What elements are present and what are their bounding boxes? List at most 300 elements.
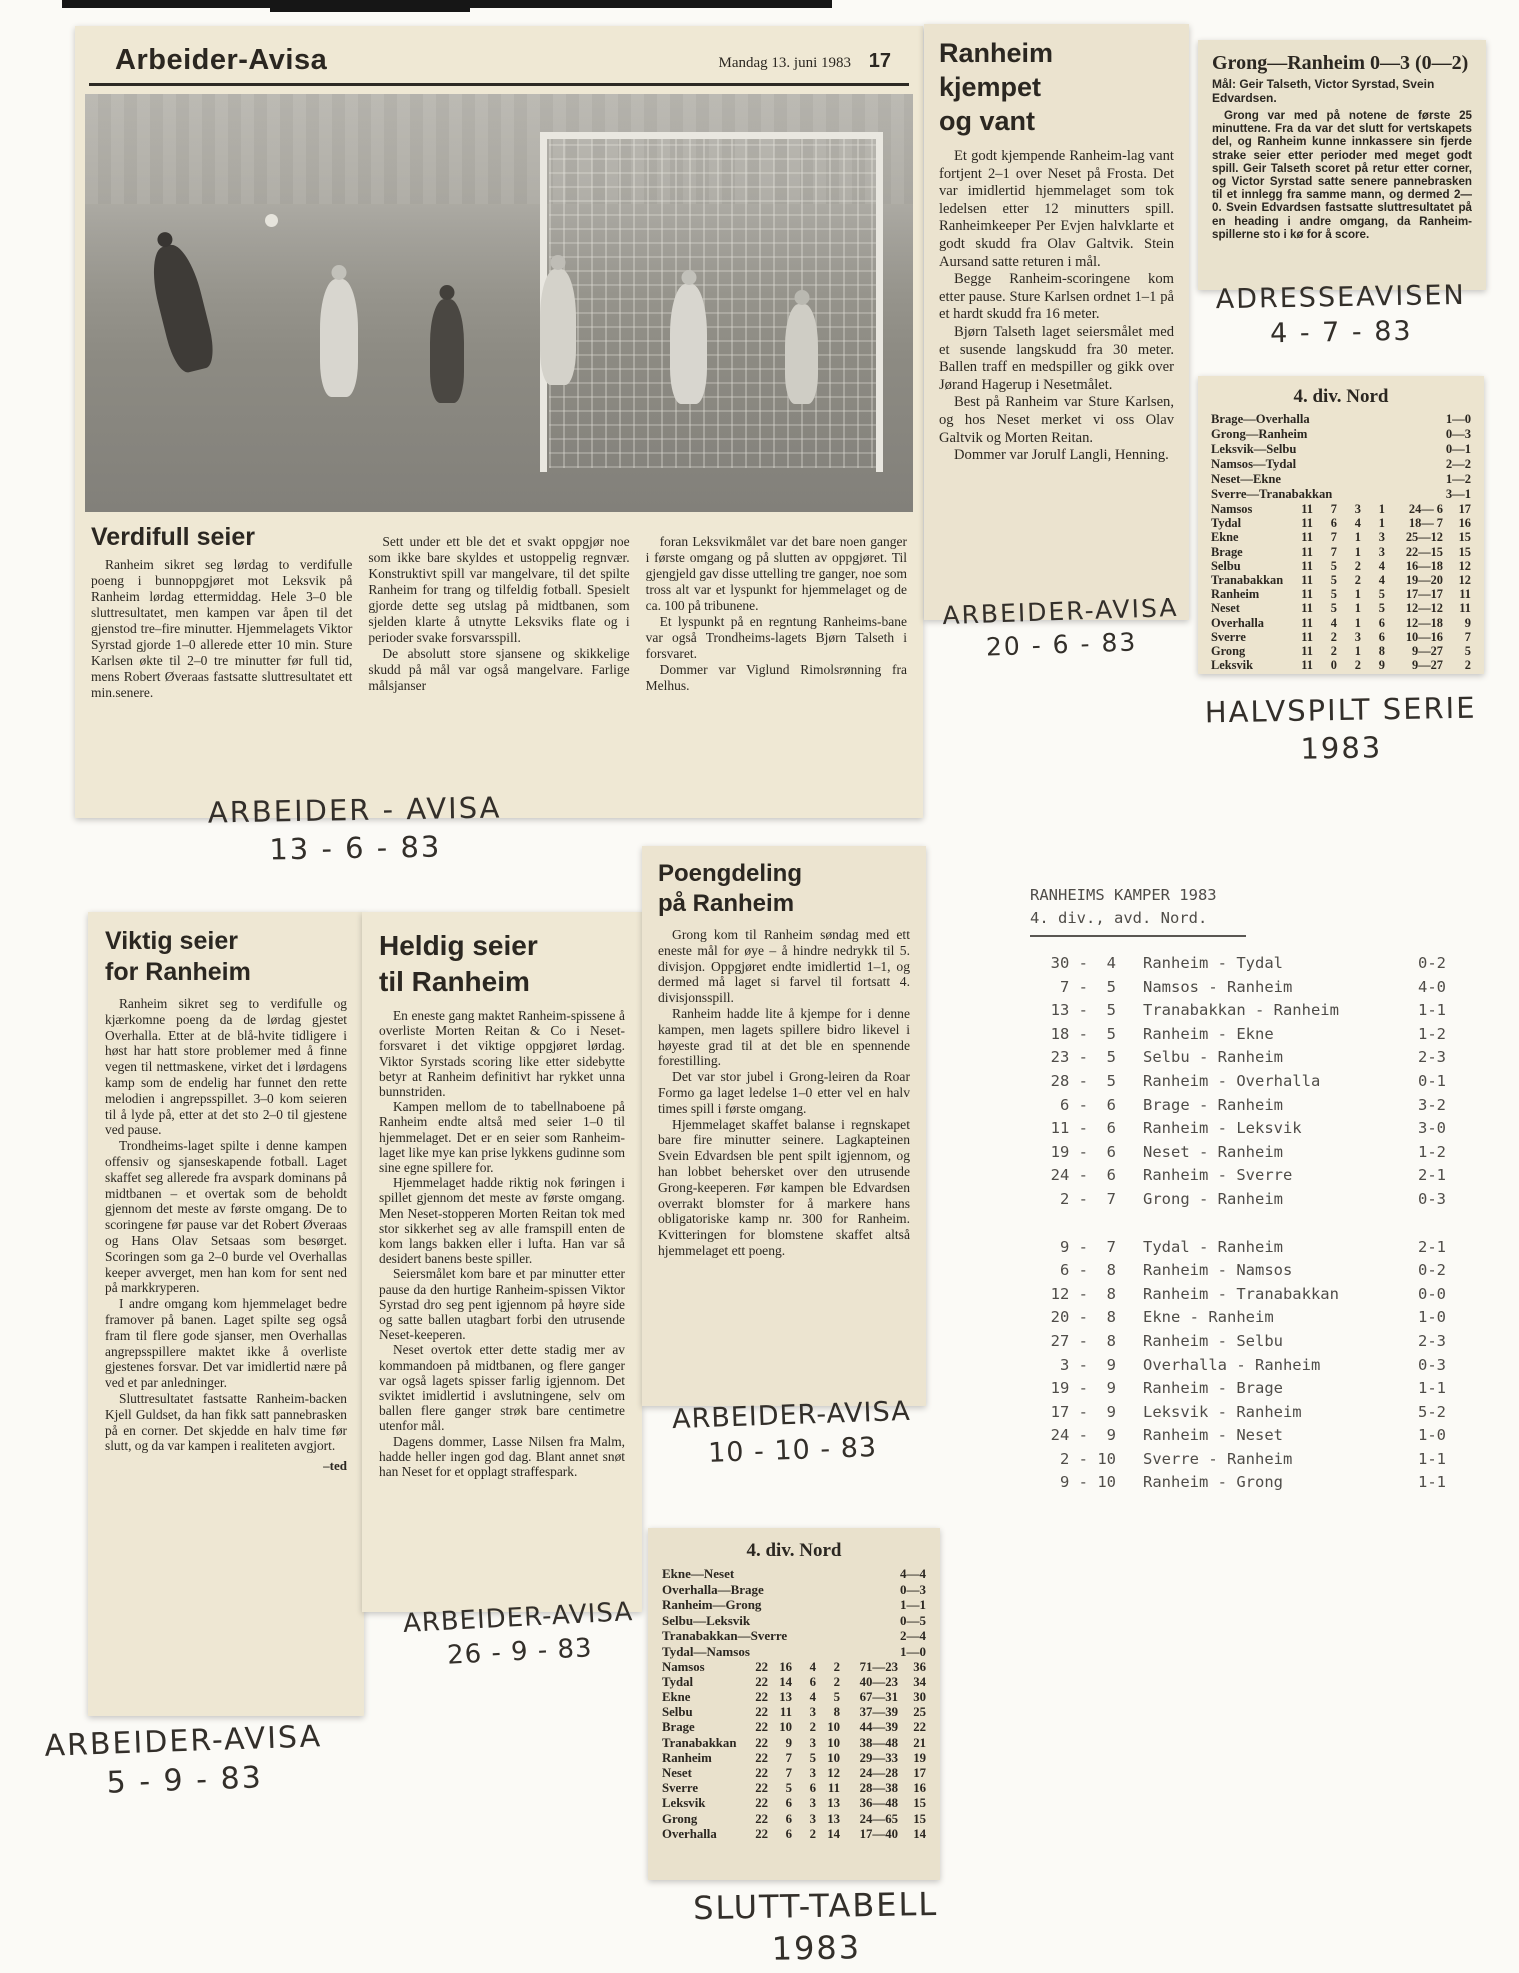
wins: 0: [1330, 658, 1337, 673]
match-photo: [85, 94, 913, 512]
match-row: [1030, 1188, 1466, 1212]
result-row: [1211, 457, 1471, 472]
match-row: [1030, 1424, 1466, 1448]
team-name: Ranheim: [1211, 587, 1260, 602]
games-played: 22: [755, 1765, 768, 1780]
standings-row: [1211, 502, 1471, 516]
losses: 4: [1378, 573, 1385, 588]
standings-row: [662, 1736, 926, 1751]
goal-difference: 24— 6: [1408, 502, 1443, 516]
wins: 6: [785, 1796, 792, 1811]
draws: 2: [809, 1826, 816, 1841]
draws: 2: [1354, 558, 1361, 573]
match-date: 11 - 6: [1050, 1119, 1116, 1138]
losses: 4: [1378, 558, 1385, 573]
article-paragraph: Hjemmelaget hadde riktig nok føringen i spillet gjennom det meste av første omgang. Men Neset-stopperen Morten Reitan tok med stor sikkerhet seg av alle framspill enten de kom langs bakken eller i lufta. Han var så desidert banens beste spiller.: [379, 1175, 625, 1267]
photo-player-silhouette: [670, 284, 707, 404]
wins: 5: [1330, 573, 1337, 588]
team-name: Ekne: [662, 1689, 691, 1704]
result-row: [1211, 472, 1471, 487]
points: 16: [1458, 516, 1471, 531]
games-played: 11: [1301, 502, 1313, 516]
newspaper-dateline: [719, 50, 892, 77]
team-name: Sverre: [1211, 629, 1246, 644]
score: 0—1: [1445, 442, 1471, 456]
games-played: 11: [1301, 629, 1313, 644]
clipping-poengdeling: [642, 846, 926, 1406]
wins: 6: [1330, 516, 1337, 531]
points: 22: [913, 1720, 926, 1735]
match-score: 2-3: [1418, 1331, 1446, 1350]
team-name: Tydal: [662, 1674, 694, 1689]
team-name: Namsos: [662, 1659, 705, 1674]
losses: 10: [827, 1720, 840, 1735]
draws: 3: [809, 1765, 816, 1780]
points: 17: [913, 1765, 926, 1780]
losses: 5: [833, 1689, 840, 1704]
wins: 10: [779, 1720, 792, 1735]
wins: 7: [785, 1750, 792, 1765]
standings-row: [1211, 559, 1471, 573]
goal-difference: 38—48: [859, 1735, 898, 1750]
match-row: [1030, 1046, 1466, 1070]
article-paragraph: Ranheim hadde lite å kjempe for i denne kampen, men lagets spillere bidro likevel i høyeste grad til at det ble en spennende forestilling.: [658, 1005, 910, 1069]
team-name: Ranheim: [662, 1750, 712, 1765]
article-headline: Verdifull seier: [91, 523, 255, 551]
match-row: [1030, 1330, 1466, 1354]
draws: 4: [809, 1659, 816, 1674]
match-fixture: Ranheim - Brage: [1143, 1379, 1283, 1398]
article-paragraph: Dommer var Jorulf Langli, Henning.: [954, 447, 1169, 464]
team-name: Grong: [1211, 644, 1246, 659]
losses: 8: [1378, 644, 1385, 659]
match-fixture: Overhalla - Ranheim: [1143, 1355, 1321, 1374]
points: 7: [1464, 629, 1471, 644]
match-row: [1030, 999, 1466, 1023]
match-score: 4-0: [1418, 977, 1446, 996]
wins: 5: [1330, 558, 1337, 573]
article-paragraph: Begge Ranheim-scoringene kom etter pause. Sture Karlsen ordnet 1–1 på et hardt skudd fra 16 meter.: [939, 271, 1174, 323]
match-score: 2-3: [1418, 1048, 1446, 1067]
standings-row: [662, 1660, 926, 1675]
games-played: 11: [1301, 558, 1313, 573]
score: 0—5: [900, 1612, 926, 1628]
handwriting-line-2: 1983: [1300, 729, 1383, 766]
standings-row: [662, 1690, 926, 1705]
match-row: [1030, 1023, 1466, 1047]
article-paragraph: En eneste gang maktet Ranheim-spissene å overliste Morten Reitan & Co i Neset-forsvaret i det viktige oppgjøret lørdag. Viktor Syrstads scoring like etter sidebytte betyr at Ranheim definitivt har rykket unna bunnstriden.: [379, 1008, 625, 1100]
headline-line-1: Heldig seier: [379, 930, 538, 961]
handwriting-line-2: 13 - 6 - 83: [268, 829, 442, 867]
draws: 1: [1354, 530, 1361, 545]
draws: 6: [809, 1781, 816, 1796]
match-row: [1030, 1094, 1466, 1118]
article-body: [379, 1008, 625, 1479]
match-score: 0-3: [1418, 1355, 1446, 1374]
article-paragraph: Kampen mellom de to tabellnaboene på Ranheim endte altså med seier 1–0 til hjemmelaget. Det er en seier som Ranheim-laget like mye kan prise lykkens gudinne som sine egne spillere for.: [379, 1099, 625, 1176]
losses: 6: [1378, 629, 1385, 644]
score: 4—4: [900, 1566, 926, 1581]
fixture: Grong—Ranheim: [1211, 427, 1308, 441]
article-paragraph: Grong var med på notene de første 25 minuttene. Fra da var det slutt for vertskapets del, og Ranheim kunne innkassere sin fjerde strake seier etter perioder med meget godt spill. Geir Talseth scoret på retur etter corner, og Victor Syrstad satte senere pannebrasken til et innlegg fra samme mann, og dermed 2—0. Svein Edvardsen fastsatte sluttresultatet på en heading i andre omgang, da Ranheim-spillerne sto i kø for å score.: [1212, 109, 1472, 241]
result-row: [1211, 442, 1471, 457]
wins: 5: [785, 1781, 792, 1796]
wins: 13: [779, 1689, 792, 1704]
handwriting-line-2: 1983: [771, 1927, 862, 1968]
wins: 5: [1330, 601, 1337, 616]
article-paragraph: De absolutt store sjansene og skikkelige skudd på mål var også mangelvare. Farlige målsjanser: [368, 646, 630, 693]
points: 15: [1458, 544, 1471, 559]
draws: 1: [1354, 601, 1361, 616]
match-score: 1-1: [1418, 1001, 1446, 1020]
points: 2: [1464, 658, 1471, 673]
list-gap: [1030, 1212, 1466, 1236]
team-name: Tranabakkan: [662, 1735, 737, 1750]
match-date: 2 - 10: [1060, 1449, 1116, 1468]
match-row: [1030, 1117, 1466, 1141]
match-fixture: Tydal - Ranheim: [1143, 1237, 1283, 1256]
match-row: [1030, 1141, 1466, 1165]
match-score: 0-2: [1418, 1261, 1446, 1280]
games-played: 22: [755, 1781, 768, 1796]
clipping-heldig-seier: [362, 912, 642, 1612]
handwriting-line-1: ADRESSEAVISEN: [1215, 279, 1466, 316]
handwritten-note-slutt-tabell: [647, 1883, 984, 1972]
match-score: 2-1: [1418, 1166, 1446, 1185]
losses: 2: [833, 1674, 840, 1689]
team-name: Sverre: [662, 1781, 699, 1796]
handwritten-source-10-10-83: [645, 1393, 939, 1473]
fixture: Brage—Overhalla: [1211, 412, 1310, 426]
fixture: Namsos—Tydal: [1211, 457, 1297, 471]
games-played: 22: [755, 1826, 768, 1841]
match-fixture: Ranheim - Tranabakkan: [1143, 1284, 1339, 1303]
match-date: 23 - 5: [1050, 1048, 1116, 1067]
score: 3—1: [1445, 487, 1471, 501]
handwriting-line-2: 5 - 9 - 83: [106, 1760, 264, 1801]
standings-row: [1211, 516, 1471, 530]
points: 15: [913, 1796, 926, 1811]
match-score: 5-2: [1418, 1402, 1446, 1421]
games-played: 22: [755, 1689, 768, 1704]
match-row: [1030, 1283, 1466, 1307]
team-name: Neset: [662, 1765, 692, 1780]
losses: 10: [827, 1750, 840, 1765]
article-column-2: [368, 522, 629, 701]
match-fixture: Ranheim - Neset: [1143, 1426, 1283, 1445]
photo-player-silhouette: [320, 279, 358, 397]
match-row: [1030, 976, 1466, 1000]
match-score: 1-0: [1418, 1426, 1446, 1445]
standings-row: [1211, 658, 1471, 672]
standings-row: [662, 1766, 926, 1781]
losses: 6: [1378, 615, 1385, 630]
standings-row: [1211, 530, 1471, 544]
match-row: [1030, 1306, 1466, 1330]
photo-ball: [265, 214, 278, 227]
match-score: 1-1: [1418, 1379, 1446, 1398]
match-score: 0-3: [1418, 1189, 1446, 1208]
draws: 1: [1354, 544, 1361, 559]
team-name: Tydal: [1211, 516, 1242, 531]
draws: 6: [809, 1674, 816, 1689]
team-name: Tranabakkan: [1211, 573, 1284, 588]
points: 17: [1458, 502, 1471, 516]
games-played: 11: [1301, 587, 1313, 602]
team-name: Leksvik: [1211, 658, 1254, 673]
match-date: 28 - 5: [1050, 1071, 1116, 1090]
match-date: 24 - 9: [1050, 1426, 1116, 1445]
draws: 3: [1354, 502, 1361, 516]
handwritten-source-13-6-83: [189, 789, 520, 870]
handwriting-line-2: 10 - 10 - 83: [707, 1432, 878, 1470]
goal-difference: 19—20: [1405, 573, 1443, 588]
standings-row: [662, 1812, 926, 1827]
games-played: 22: [755, 1705, 768, 1720]
goal-difference: 44—39: [859, 1720, 898, 1735]
newspaper-masthead: [89, 40, 909, 86]
wins: 6: [785, 1811, 792, 1826]
match-score: 1-1: [1418, 1449, 1446, 1468]
article-paragraph: I andre omgang kom hjemmelaget bedre framover på banen. Laget spilte seg også fram til flere gode sjanser, men Overhallas angrepsspillere maktet ikke å overliste gjestenes forsvar. Det var imidlertid nære på ved et par anledninger.: [105, 1296, 347, 1391]
points: 34: [913, 1674, 926, 1689]
match-date: 9 - 7: [1060, 1237, 1116, 1256]
games-played: 11: [1301, 573, 1313, 588]
draws: 1: [1354, 644, 1361, 659]
clipping-ranheim-kjempet-og-vant: [924, 24, 1189, 620]
clipping-arbeideravisa-13-6: [75, 26, 923, 818]
wins: 4: [1330, 615, 1337, 630]
handwritten-source-20-6-83: [927, 591, 1195, 665]
result-row: [662, 1597, 926, 1613]
match-row: [1030, 1471, 1466, 1495]
match-score: 0-2: [1418, 954, 1446, 972]
article-paragraph: Best på Ranheim var Sture Karlsen, og hos Neset merket vi oss Olav Galtvik og Morten Reitan.: [939, 394, 1174, 446]
goal-difference: 17—40: [859, 1826, 898, 1841]
match-row: [1030, 1401, 1466, 1425]
article-verdifull-seier: [75, 512, 923, 701]
goal-difference: 25—12: [1405, 530, 1443, 545]
match-row: [1030, 952, 1466, 976]
standings-row: [1211, 644, 1471, 658]
result-row: [1211, 412, 1471, 427]
typed-list-title: RANHEIMS KAMPER 1983: [1030, 886, 1217, 904]
match-date: 3 - 9: [1060, 1355, 1116, 1374]
fixture: Ekne—Neset: [662, 1566, 735, 1581]
wins: 2: [1330, 644, 1337, 659]
typed-underline: [1030, 935, 1246, 937]
games-played: 11: [1301, 544, 1313, 559]
article-headline: [379, 928, 625, 1000]
team-name: Leksvik: [662, 1796, 706, 1811]
match-fixture: Ranheim - Grong: [1143, 1473, 1283, 1492]
typed-list-subtitle: 4. div., avd. Nord.: [1030, 909, 1208, 927]
games-played: 22: [755, 1720, 768, 1735]
typed-match-list: [1030, 884, 1466, 1495]
points: 12: [1458, 573, 1471, 588]
games-played: 11: [1301, 516, 1313, 531]
match-result-headline: Grong—Ranheim 0—3 (0—2): [1212, 52, 1469, 74]
headline-line-3: og vant: [939, 106, 1036, 136]
points: 16: [913, 1781, 926, 1796]
match-fixture: Leksvik - Ranheim: [1143, 1402, 1302, 1421]
points: 36: [913, 1659, 926, 1674]
article-headline: [939, 36, 1174, 138]
article-column-1: [91, 522, 352, 701]
games-played: 11: [1301, 601, 1313, 616]
goal-difference: 17—17: [1405, 587, 1443, 602]
games-played: 22: [755, 1674, 768, 1689]
match-date: 2 - 7: [1060, 1189, 1116, 1208]
match-date: 30 - 4: [1050, 954, 1116, 972]
article-body: [105, 996, 347, 1454]
score: 1—2: [1445, 472, 1471, 486]
standings-row: [662, 1827, 926, 1842]
points: 14: [913, 1826, 926, 1841]
match-date: 7 - 5: [1060, 977, 1116, 996]
match-fixture: Ekne - Ranheim: [1143, 1308, 1274, 1327]
draws: 4: [809, 1689, 816, 1704]
goal-scorers-line: Mål: Geir Talseth, Victor Syrstad, Svein Edvardsen.: [1212, 77, 1435, 105]
standings-row: [662, 1705, 926, 1720]
newspaper-name: Arbeider-Avisa: [115, 44, 328, 76]
article-paragraph: Et godt kjempende Ranheim-lag vant fortjent 2–1 over Neset på Frosta. Det var imidlertid hjemmelaget som tok ledelsen etter 12 minutters spill. Ranheimkeeper Per Evjen halvklarte et godt skudd fra Olav Galtvik. Stein Aursand satte returen i mål.: [939, 148, 1174, 270]
goal-difference: 36—48: [859, 1796, 898, 1811]
fixture: Selbu—Leksvik: [662, 1612, 751, 1628]
article-paragraph: Sluttresultatet fastsatte Ranheim-backen Kjell Guldset, da han fikk satt pannebrasken på en corner. Det skjedde en halv time før slutt, og da var kampen i realiteten avgjort.: [105, 1390, 347, 1454]
round-results: [662, 1566, 926, 1660]
team-name: Ekne: [1211, 530, 1239, 545]
fixture: Leksvik—Selbu: [1211, 442, 1297, 456]
goal-difference: 67—31: [859, 1689, 898, 1704]
match-fixture: Ranheim - Ekne: [1143, 1024, 1274, 1043]
match-date: 24 - 6: [1050, 1166, 1116, 1185]
match-fixture: Ranheim - Sverre: [1143, 1166, 1293, 1185]
match-date: 19 - 6: [1050, 1142, 1116, 1161]
match-fixture: Ranheim - Leksvik: [1143, 1119, 1302, 1138]
team-name: Selbu: [662, 1705, 693, 1720]
losses: 11: [827, 1781, 840, 1796]
points: 11: [1459, 587, 1471, 602]
score: 0—3: [900, 1581, 926, 1597]
article-body: [939, 148, 1174, 465]
points: 11: [1459, 601, 1471, 616]
goal-difference: 37—39: [859, 1705, 898, 1720]
match-fixture: Sverre - Ranheim: [1143, 1449, 1293, 1468]
result-row: [662, 1628, 926, 1644]
photo-goal-net: [549, 138, 879, 468]
article-byline: –ted: [323, 1458, 347, 1474]
points: 15: [1458, 530, 1471, 545]
match-score: 0-1: [1418, 1071, 1446, 1090]
handwriting-line-2: 20 - 6 - 83: [985, 626, 1138, 662]
score: 2—4: [900, 1628, 926, 1644]
losses: 3: [1378, 530, 1385, 545]
handwriting-line-1: ARBEIDER - AVISA: [207, 790, 502, 830]
team-name: Overhalla: [662, 1826, 717, 1841]
headline-line-1: Poengdeling: [658, 860, 802, 887]
match-row: [1030, 1070, 1466, 1094]
wins: 6: [785, 1826, 792, 1841]
match-fixture: Ranheim - Tydal: [1143, 954, 1283, 972]
handwriting-line-2: 4 - 7 - 83: [1269, 315, 1413, 350]
games-played: 11: [1301, 615, 1313, 630]
draws: 3: [809, 1796, 816, 1811]
goal-difference: 24—65: [859, 1811, 898, 1826]
team-name: Brage: [662, 1720, 695, 1735]
team-name: Namsos: [1211, 502, 1253, 516]
article-paragraph: Ranheim sikret seg to verdifulle og kjærkomne poeng da de lørdag gjestet Overhalla. Etter at de blå-hvite tidligere i høst har hatt store problemer med å finne vegen til nettmaskene, virket det i lørdagens kamp som de endelig har funnet den rette melodien i angrepsspillet. 3–0 kom seieren til å lyde på, etter at det sto 2–0 til gjestene ved pause.: [105, 996, 347, 1138]
standings-row: [662, 1796, 926, 1811]
match-fixture: Neset - Ranheim: [1143, 1142, 1283, 1161]
goal-difference: 22—15: [1405, 544, 1443, 559]
team-name: Grong: [662, 1811, 698, 1826]
points: 25: [913, 1705, 926, 1720]
losses: 12: [827, 1765, 840, 1780]
match-score: 1-0: [1418, 1308, 1446, 1327]
standings-row: [1211, 616, 1471, 630]
result-row: [1211, 487, 1471, 502]
goal-difference: 71—23: [859, 1659, 898, 1674]
draws: 3: [809, 1705, 816, 1720]
match-list-second-half: [1030, 1236, 1466, 1496]
match-row: [1030, 1354, 1466, 1378]
team-name: Brage: [1211, 544, 1243, 559]
fixture: Tranabakkan—Sverre: [662, 1628, 788, 1644]
article-paragraph: Et lyspunkt på en regntung Ranheims-bane var også Trondheims-lagets Bjørn Talseth i forsvaret.: [645, 614, 907, 661]
match-fixture: Ranheim - Overhalla: [1143, 1071, 1321, 1090]
score: 1—1: [900, 1597, 926, 1613]
article-headline: [658, 859, 910, 919]
article-paragraph: foran Leksvikmålet var det bare noen ganger i første omgang og på slutten av oppgjøret. Til gjengjeld gav disse uttelling tre ganger, noe som tross alt var et lyspunkt for hjemmelaget og de ca. 100 på tribunene.: [645, 534, 907, 613]
goal-difference: 9—27: [1412, 658, 1443, 673]
result-row: [1211, 427, 1471, 442]
match-date: 18 - 5: [1050, 1024, 1116, 1043]
standings-row: [1211, 587, 1471, 601]
draws: 3: [809, 1811, 816, 1826]
fixture: Ranheim—Grong: [662, 1597, 762, 1613]
result-row: [662, 1566, 926, 1582]
games-played: 22: [755, 1735, 768, 1750]
scan-edge-artifact-dark: [270, 0, 470, 12]
goal-difference: 28—38: [859, 1781, 898, 1796]
match-date: 13 - 5: [1050, 1001, 1116, 1020]
match-row: [1030, 1377, 1466, 1401]
article-paragraph: Hjemmelaget skaffet balanse i regnskapet bare fire minutter seinere. Lagkapteinen Svein Edvardsen ble pent spilt igjennom, og han lobbet behersket over den utrusende Grong-keeperen. Før kampen ble Edvardsen overrakt blomster for å markere hans obligatoriske kamp nr. 300 for Ranheim. Kvitteringen for blomstene skaffet altså hjemmelaget ett poeng.: [658, 1116, 910, 1258]
photo-player-silhouette: [430, 299, 464, 403]
handwritten-source-5-9-83: [21, 1716, 348, 1805]
clipping-grong-ranheim: [1198, 40, 1486, 290]
match-date: 27 - 8: [1050, 1331, 1116, 1350]
article-paragraph: Sett under ett ble det et svakt oppgjør noe som ikke bare skyldes et ustoppelig regnvær. Konstruktivt spill var mangelvare, til det spilte Ranheim for trang og tilfeldig fotball. Spesielt gjorde dette seg utslag på midtbanen, som sjelden klarte å utnytte Leksviks flate og i perioder svake forsvarsspill.: [368, 534, 630, 645]
team-name: Selbu: [1211, 558, 1241, 573]
games-played: 11: [1301, 658, 1313, 673]
standings: [1211, 502, 1471, 672]
photo-goal-crossbar: [540, 132, 883, 139]
article-paragraph: Dagens dommer, Lasse Nilsen fra Malm, hadde heller ingen god dag. Blant annet snøt han Neset for et opplagt straffespark.: [379, 1433, 625, 1480]
match-fixture: Ranheim - Selbu: [1143, 1331, 1283, 1350]
photo-player-silhouette: [785, 304, 818, 404]
handwriting-line-1: ARBEIDER-AVISA: [671, 1395, 912, 1436]
games-played: 22: [755, 1811, 768, 1826]
wins: 16: [779, 1659, 792, 1674]
table-title: 4. div. Nord: [746, 1540, 842, 1561]
match-fixture: Brage - Ranheim: [1143, 1095, 1283, 1114]
photo-goal-post-right: [876, 132, 883, 472]
standings-row: [662, 1675, 926, 1690]
score: 2—2: [1445, 457, 1471, 471]
draws: 5: [809, 1750, 816, 1765]
